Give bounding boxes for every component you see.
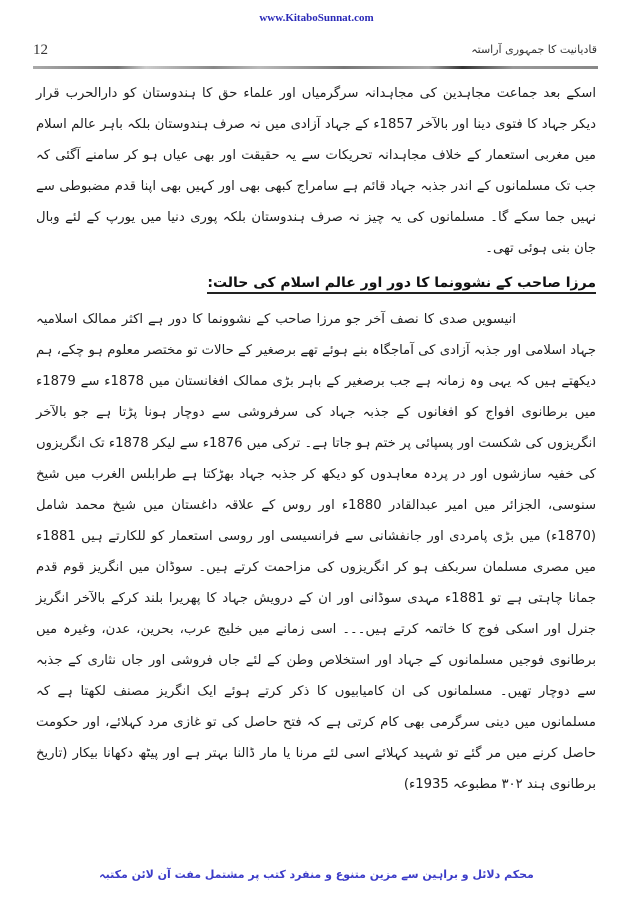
header-divider — [33, 66, 598, 69]
site-url-link[interactable]: www.KitaboSunnat.com — [259, 12, 374, 24]
page-number: 12 — [33, 42, 48, 58]
footer-tagline: محکم دلائل و براہین سے مزین متنوع و منفرد کتب پر مشتمل مفت آن لائن مکتبہ — [99, 868, 534, 881]
paragraph-2: انیسویں صدی کا نصف آخر جو مرزا صاحب کے نشوونما کا دور ہے اکثر ممالک اسلامیہ جہاد اسلامی اور جذبہ آزادی کی آماجگاہ بنے ہوئے تھے برصغیر کے حالات تو مختصر معلوم ہو چکے، ہم دیکھتے ہیں کہ یہی وہ زمانہ ہے جب برصغیر کے باہر بڑی ممالک افغانستان میں 1878ء سے 1879ء میں برطانوی افواج کو افغانوں کے جذبہ جہاد کی سرفروشی سے دوچار ہونا پڑتا ہے جو بالآخر انگریزوں کی شکست اور پسپائی پر ختم ہو جاتا ہے۔ ترکی میں 1876ء سے لیکر 1878ء تک انگریزوں کی خفیہ سازشوں اور در پردہ معاہدوں کو دیکھ کر جذبہ جہاد بھڑکتا ہے طرابلس الغرب میں شیخ سنوسی، الجزائر میں امیر عبدالقادر 1880ء اور روس کے علاقہ داغستان میں شیخ محمد شامل (1870ء) میں بڑی پامردی اور جانفشانی سے فرانسیسی اور روسی استعمار کو للکارتے ہیں 1881ء میں مصری مسلمان سربکف ہو کر انگریزوں کی مزاحمت کرتے ہیں۔ سوڈان میں انگریز قوم قدم جمانا چاہتی ہے تو 1881ء مہدی سوڈانی اور ان کے درویش جہاد کا پھریرا بلند کرکے بالآخر انگریز جنرل اور اسکی فوج کا خاتمہ کرتے ہیں۔۔۔ اسی زمانے میں خلیج عرب، بحرین، عدن، وغیرہ میں برطانوی فوجیں مسلمانوں کے جہاد اور استخلاص وطن کے لئے جاں فروشی اور جاں نثاری کے جذبہ سے دوچار تھیں۔ مسلمانوں کی ان کامیابیوں کا ذکر کرتے ہوئے ایک انگریز مصنف لکھتا ہے کہ مسلمانوں میں دینی سرگرمی بھی کام کرتی ہے کہ فتح حاصل کی تو غازی مرد کہلائے، اور حکومت حاصل کرنے میں مر گئے تو شہید کہلائے اسی لئے مرنا یا مار ڈالنا بہتر ہے اور پیٹھ دکھانا بیکار (تاریخ برطانوی ہند ۳۰۲ مطبوعہ 1935ء) — [36, 312, 596, 792]
section-heading-text: مرزا صاحب کے نشوونما کا دور اور عالم اسلام کی حالت: — [207, 275, 596, 294]
paragraph-1: اسکے بعد جماعت مجاہدین کی مجاہدانہ سرگرمیاں اور علماء حق کا ہندوستان کو دارالحرب قرار دیکر جہاد کا فتوی دینا اور بالآخر 1857ء کے جہاد آزادی میں نہ صرف ہندوستان بلکہ باہر عالم اسلام میں مغربی استعمار کے خلاف مجاہدانہ تحریکات سے یہ حقیقت اور بھی عیاں ہو کر سامنے آگئی کہ جب تک مسلمانوں کے اندر جذبہ جہاد قائم ہے سامراج کبھی بھی اور کہیں بھی اپنا قدم مضبوطی سے نہیں جما سکے گا۔ مسلمانوں کی یہ چیز نہ صرف ہندوستان بلکہ پوری دنیا میں یورپ کے لئے وبال جان بنی ہوئی تھی۔ — [36, 86, 596, 256]
page-body — [36, 78, 596, 800]
section-heading — [36, 268, 596, 298]
running-title: قادیانیت کا جمہوری آراستہ — [471, 43, 597, 56]
